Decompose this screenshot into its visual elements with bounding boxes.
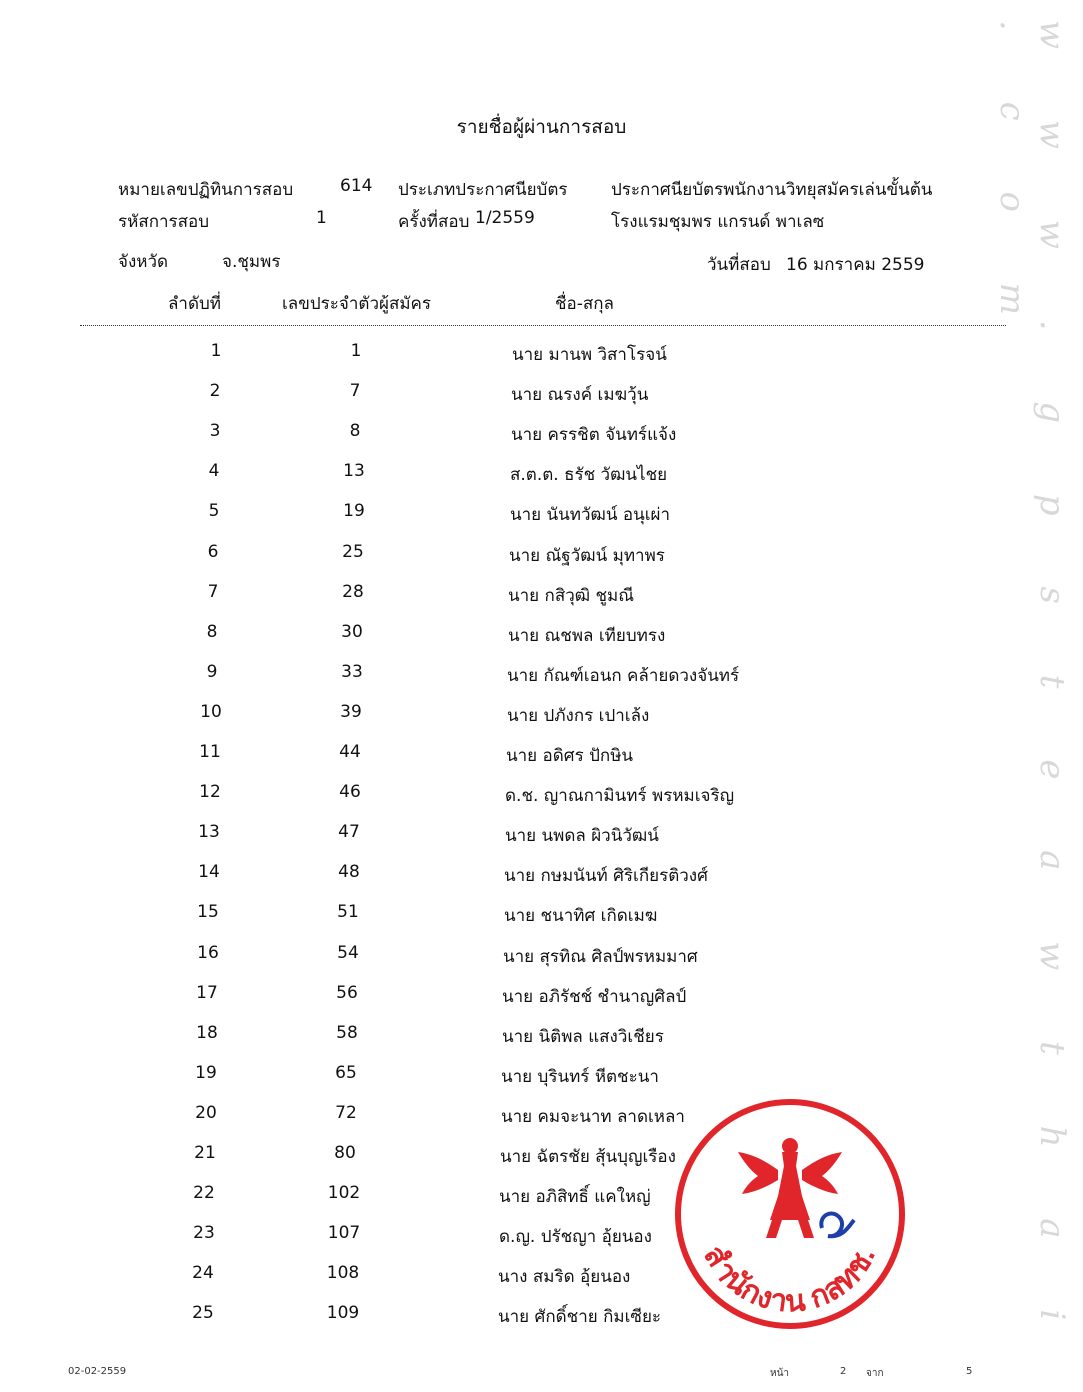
signature-mark [821, 1213, 854, 1236]
venue: โรงแรมชุมพร แกรนด์ พาเลซ [611, 212, 825, 232]
row-name: นาย ปภังกร เปาเล้ง [507, 705, 650, 726]
row-name: นาง สมริด อุ้ยนอง [498, 1267, 631, 1288]
row-seq: 5 [208, 501, 220, 522]
row-name: นาย ณชพล เทียบทรง [508, 625, 666, 646]
row-applicant-id: 108 [326, 1263, 360, 1284]
table-row [0, 1183, 1083, 1223]
row-seq: 14 [198, 862, 220, 883]
table-row [0, 1143, 1083, 1183]
row-name: นาย กษมนันท์ ศิริเกียรติวงศ์ [504, 866, 708, 887]
row-name: นาย นิติพล แสงวิเชียร [502, 1026, 664, 1047]
row-seq: 23 [193, 1223, 215, 1244]
row-applicant-id: 47 [338, 822, 360, 843]
table-row [0, 341, 1083, 381]
row-name: ด.ช. ญาณกามินทร์ พรหมเจริญ [505, 786, 735, 807]
row-name: นาย ฉัตรชัย สุ้นบุญเรือง [500, 1147, 676, 1167]
row-applicant-id: 13 [343, 461, 365, 482]
round-value: 1/2559 [475, 208, 535, 228]
permit-value: 614 [340, 176, 373, 196]
row-seq: 15 [197, 902, 219, 923]
row-seq: 25 [192, 1303, 214, 1324]
garuda-emblem-icon [738, 1138, 842, 1238]
row-applicant-id: 56 [336, 982, 358, 1003]
permit-label: หมายเลขปฏิทินการสอบ [118, 180, 294, 200]
row-name: นาย สุรทิณ ศิลป์พรหมมาศ [503, 946, 698, 967]
table-row [0, 1223, 1083, 1263]
row-name: นาย นันทวัฒน์ อนุเผ่า [510, 505, 671, 526]
row-applicant-id: 19 [343, 501, 365, 522]
row-seq: 24 [192, 1263, 214, 1284]
row-seq: 13 [198, 822, 220, 843]
row-applicant-id: 1 [350, 341, 362, 361]
cert-type-label: ประเภทประกาศนียบัตร [398, 180, 568, 200]
exam-date-label: วันที่สอบ [707, 255, 771, 275]
row-applicant-id: 72 [335, 1102, 357, 1123]
row-applicant-id: 30 [341, 621, 363, 642]
row-seq: 22 [193, 1183, 215, 1204]
table-row [0, 983, 1083, 1023]
table-row [0, 822, 1083, 862]
row-applicant-id: 109 [326, 1303, 360, 1324]
table-row [0, 582, 1083, 622]
row-name: นาย กสิวุฒิ ชูมณี [508, 585, 635, 606]
cert-type-value: ประกาศนียบัตรพนักงานวิทยุสมัครเล่นขั้นต้น [611, 180, 933, 200]
row-seq: 11 [199, 742, 221, 762]
province-label: จังหวัด [118, 252, 169, 272]
row-seq: 8 [206, 621, 218, 642]
row-name: นาย นพดล ผิวนิวัฒน์ [505, 826, 659, 847]
column-header-name: ชื่อ-สกุล [555, 294, 614, 314]
row-seq: 3 [209, 421, 221, 442]
row-name: นาย อดิศร ปักษิน [506, 746, 634, 766]
row-seq: 4 [208, 461, 220, 482]
table-row [0, 943, 1083, 983]
row-name: นาย อภิรัชช์ ชำนาญศิลป์ [502, 986, 687, 1007]
table-row [0, 1263, 1083, 1303]
page-title: รายชื่อผู้ผ่านการสอบ [456, 116, 627, 138]
row-seq: 2 [209, 381, 221, 402]
row-applicant-id: 28 [342, 581, 364, 602]
row-seq: 6 [207, 541, 219, 562]
table-row [0, 662, 1083, 702]
row-applicant-id: 39 [340, 701, 362, 722]
row-seq: 20 [195, 1102, 217, 1123]
table-row [0, 622, 1083, 662]
row-seq: 21 [194, 1143, 216, 1163]
official-stamp [672, 1096, 908, 1332]
row-applicant-id: 80 [334, 1143, 356, 1163]
row-applicant-id: 58 [336, 1022, 358, 1043]
round-label: ครั้งที่สอบ [398, 212, 470, 232]
row-applicant-id: 7 [349, 381, 361, 402]
column-header-seq: ลำดับที่ [168, 294, 222, 314]
page-total: 5 [966, 1366, 973, 1377]
row-seq: 1 [210, 341, 222, 361]
row-applicant-id: 107 [327, 1223, 361, 1244]
table-row [0, 702, 1083, 742]
row-name: นาย ศักดิ์ชาย กิมเซียะ [498, 1307, 662, 1328]
row-applicant-id: 8 [349, 421, 361, 442]
of-label: จาก [866, 1368, 884, 1379]
row-name: นาย ณัฐวัฒน์ มุทาพร [509, 545, 665, 566]
table-row [0, 421, 1083, 461]
row-name: นาย คมจะนาท ลาดเหลา [501, 1106, 685, 1127]
header-divider [80, 325, 1006, 326]
stamp-text: สำนักงาน กสทช. [697, 1239, 882, 1319]
row-name: นาย กัณฑ์เอนก คล้ายดวงจันทร์ [507, 665, 740, 686]
site-watermark: w w w . g p s t e a w t h a i . c o m [992, 20, 1072, 1351]
row-name: ส.ต.ต. ธรัช วัฒนไชย [510, 465, 668, 486]
row-seq: 18 [196, 1022, 218, 1043]
table-row [0, 742, 1083, 782]
table-row [0, 902, 1083, 942]
row-applicant-id: 48 [338, 862, 360, 883]
table-row [0, 1103, 1083, 1143]
table-row [0, 461, 1083, 501]
row-seq: 12 [199, 782, 221, 803]
print-date: 02-02-2559 [68, 1366, 127, 1377]
table-row [0, 1303, 1083, 1343]
row-applicant-id: 65 [335, 1062, 357, 1083]
row-name: นาย ครรชิต จันทร์แจ้ง [511, 425, 677, 446]
row-name: ด.ญ. ปรัชญา อุ้ยนอง [499, 1227, 652, 1248]
row-applicant-id: 51 [337, 902, 359, 923]
row-name: นาย มานพ วิสาโรจน์ [512, 345, 667, 365]
page-label: หน้า [770, 1368, 790, 1379]
table-row [0, 1023, 1083, 1063]
row-name: นาย ชนาทิศ เกิดเมฆ [504, 906, 658, 927]
table-row [0, 501, 1083, 541]
exam-code-label: รหัสการสอบ [118, 212, 210, 232]
row-seq: 16 [197, 942, 219, 963]
province-value: จ.ชุมพร [222, 252, 281, 272]
table-row [0, 782, 1083, 822]
table-row [0, 1063, 1083, 1103]
row-applicant-id: 25 [342, 541, 364, 562]
table-row [0, 381, 1083, 421]
table-row [0, 862, 1083, 902]
row-applicant-id: 102 [327, 1183, 361, 1204]
row-name: นาย บุรินทร์ หีตชะนา [501, 1066, 659, 1087]
row-seq: 7 [207, 581, 219, 602]
column-header-applicant-id: เลขประจำตัวผู้สมัคร [282, 294, 432, 314]
row-applicant-id: 54 [337, 942, 359, 963]
row-seq: 10 [200, 701, 222, 722]
page-current: 2 [840, 1366, 847, 1377]
exam-code-value: 1 [316, 208, 327, 228]
row-seq: 9 [206, 661, 218, 682]
row-name: นาย อภิสิทธิ์ แคใหญ่ [499, 1187, 651, 1208]
row-applicant-id: 46 [339, 782, 361, 803]
row-applicant-id: 33 [341, 661, 363, 682]
table-row [0, 542, 1083, 582]
row-seq: 19 [195, 1062, 217, 1083]
row-applicant-id: 44 [339, 742, 361, 762]
exam-date-value: 16 มกราคม 2559 [786, 255, 925, 275]
row-name: นาย ณรงค์ เมฆวุ้น [511, 385, 649, 406]
row-seq: 17 [196, 982, 218, 1003]
